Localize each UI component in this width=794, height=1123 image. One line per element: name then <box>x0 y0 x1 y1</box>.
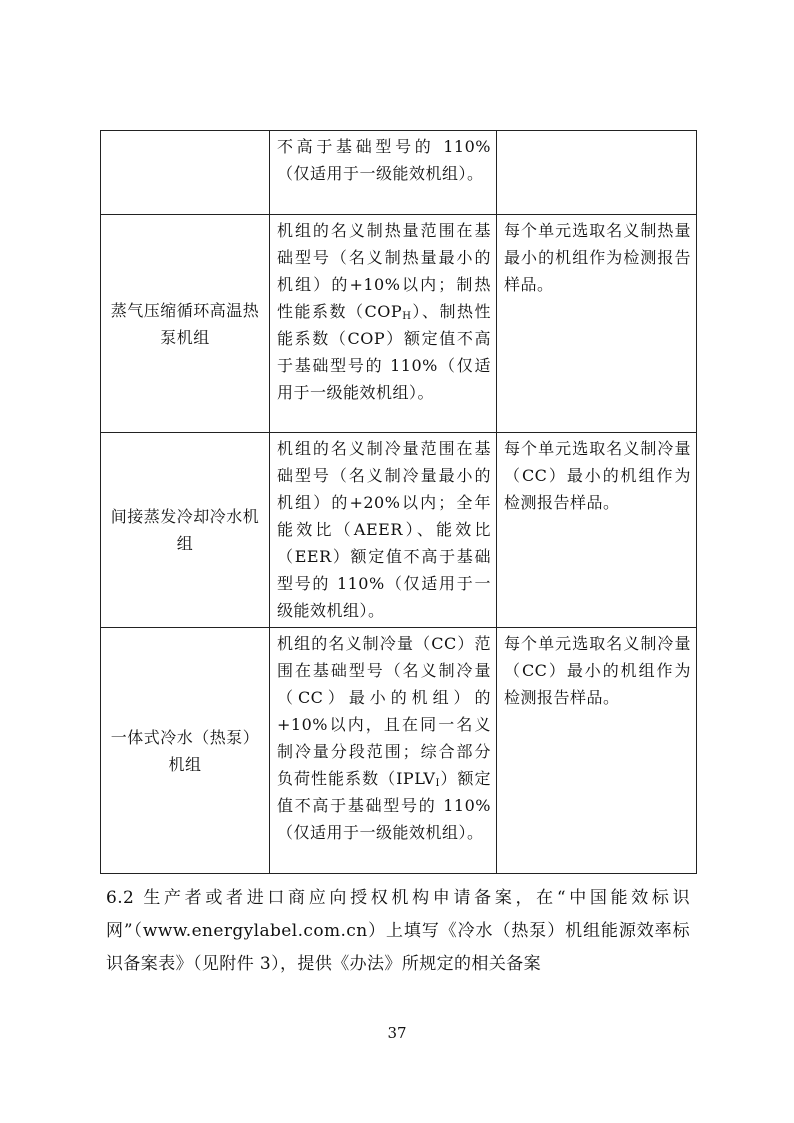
product-cell <box>101 131 270 215</box>
scope-cell: 机组的名义制冷量范围在基础型号（名义制冷量最小的机组）的+20%以内；全年能效比（AEER）、能效比（EER）额定值不高于基础型号的 110%（仅适用于一级能效机组）。 <box>270 433 497 628</box>
table-row <box>101 215 697 433</box>
scope-cell: 不高于基础型号的 110%（仅适用于一级能效机组）。 <box>270 131 497 215</box>
table-row <box>101 433 697 628</box>
sample-cell: 每个单元选取名义制冷量（CC）最小的机组作为检测报告样品。 <box>497 628 697 874</box>
table-row <box>101 628 697 874</box>
product-cell: 间接蒸发冷却冷水机组 <box>101 433 270 628</box>
sample-cell <box>497 131 697 215</box>
product-cell: 蒸气压缩循环高温热泵机组 <box>101 215 270 433</box>
sample-cell: 每个单元选取名义制冷量（CC）最小的机组作为检测报告样品。 <box>497 433 697 628</box>
scope-cell: 机组的名义制热量范围在基础型号（名义制热量最小的机组）的+10%以内；制热性能系数$(COP_H)$、制热性能系数（COP）额定值不高于基础型号的 110%（仅适用于一级能效机组）。 <box>270 215 497 433</box>
body-paragraph: 6.2 生产者或者进口商应向授权机构申请备案，在“中国能效标识网”（www.energylabel.com.cn）上填写《冷水（热泵）机组能源效率标识备案表》（见附件 3），提供《办法》所规定的相关备案 <box>106 888 690 974</box>
scope-table <box>100 130 697 874</box>
page-number: 37 <box>387 1024 407 1042</box>
scope-cell: 机组的名义制冷量（CC）范围在基础型号（名义制冷量（CC）最小的机组）的+10%以内，且在同一名义制冷量分段范围；综合部分负荷性能系数$(IPLV_I)$额定值不高于基础型号的 110%（仅适用于一级能效机组）。 <box>270 628 497 874</box>
product-cell: 一体式冷水（热泵）机组 <box>101 628 270 874</box>
sample-cell: 每个单元选取名义制热量最小的机组作为检测报告样品。 <box>497 215 697 433</box>
table-row <box>101 131 697 215</box>
